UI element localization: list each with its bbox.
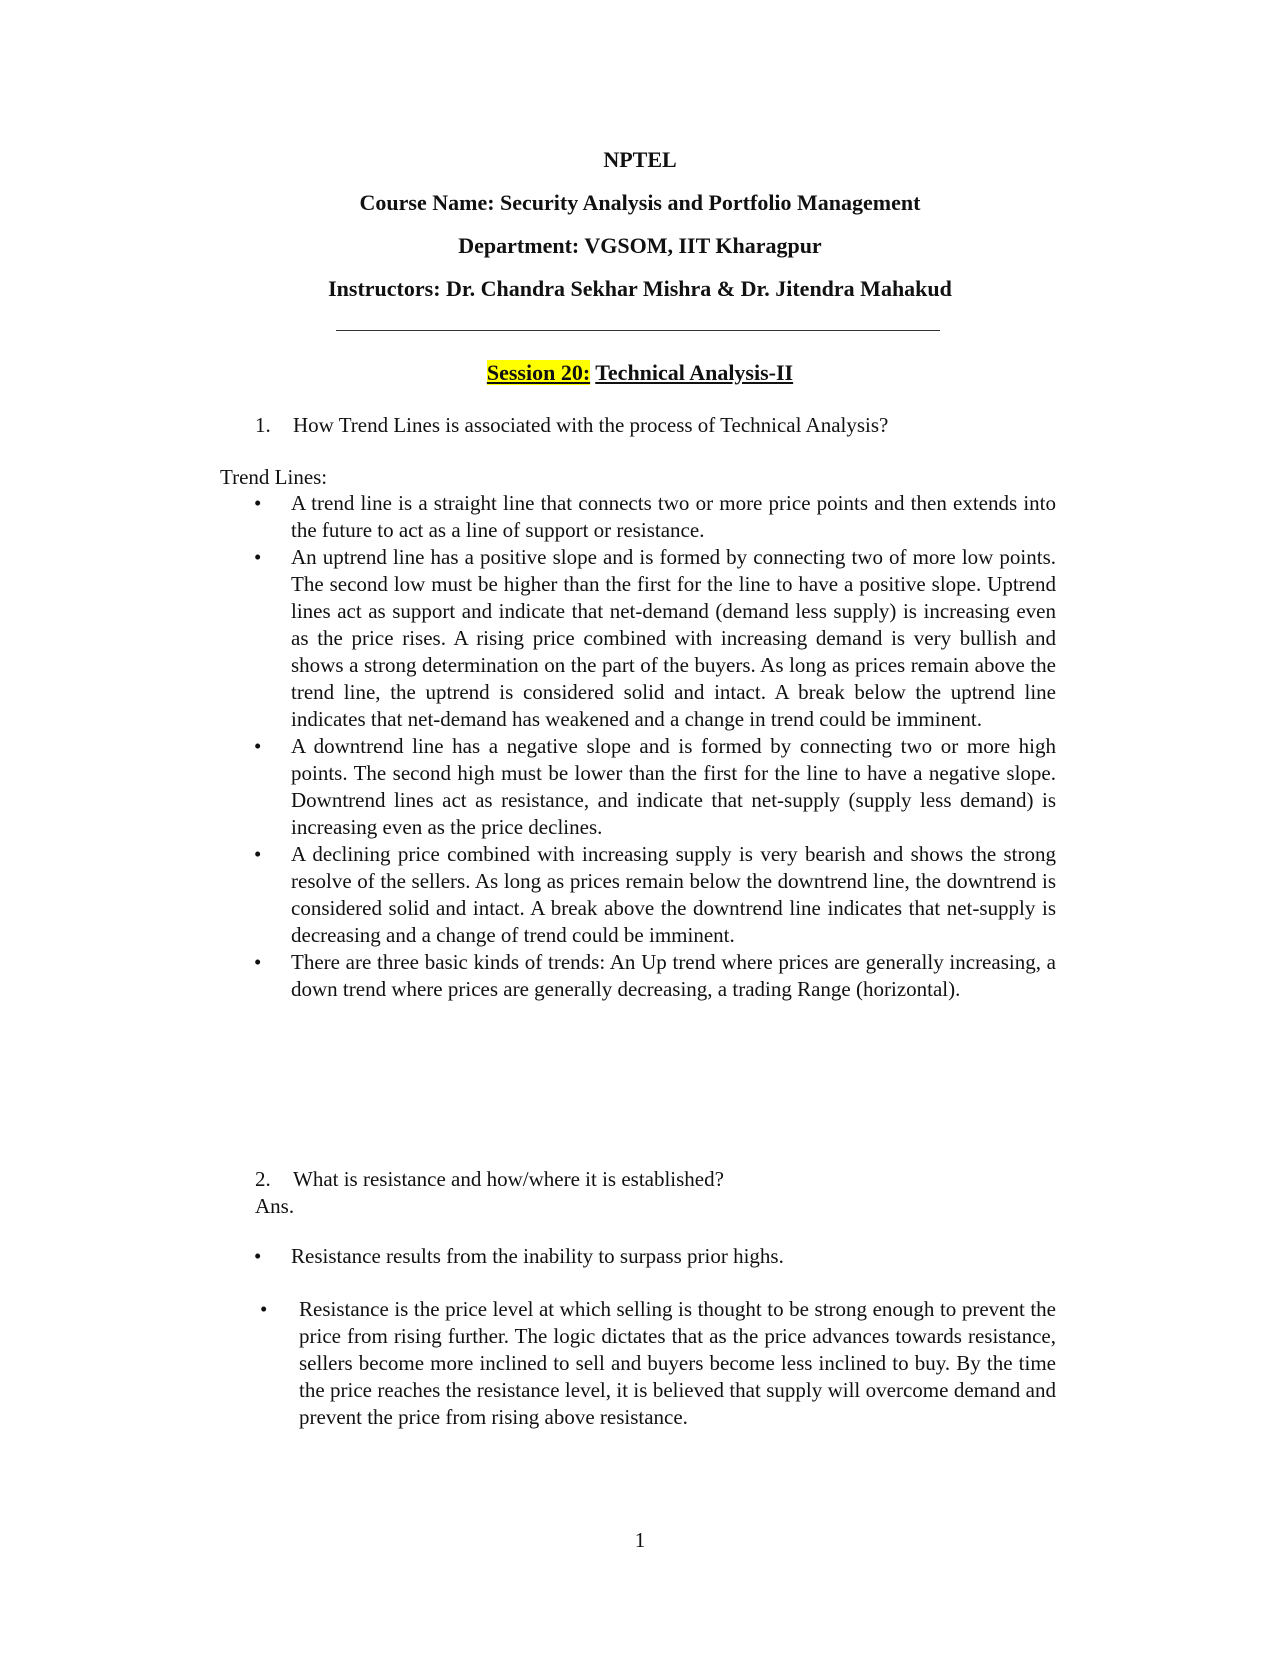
list-item-text: There are three basic kinds of trends: An Up trend where prices are generally increasing, a down trend where prices are generally decreasing, a trading Range (horizontal).: [291, 950, 1056, 1001]
department: Department: VGSOM, IIT Kharagpur: [458, 233, 822, 258]
list-item-text: Resistance results from the inability to surpass prior highs.: [291, 1244, 784, 1268]
org-title: NPTEL: [603, 147, 677, 172]
list-item-text: A trend line is a straight line that connects two or more price points and then extends into the future to act as a line of support or resistance.: [291, 491, 1056, 542]
page-number: 1: [634, 1528, 646, 1552]
course-name: Course Name: Security Analysis and Portfolio Management: [359, 190, 921, 215]
list-item: [252, 1243, 1056, 1270]
bullet-glyph: •: [254, 734, 262, 758]
list-item: [252, 733, 1056, 841]
session-heading: [0, 360, 1280, 386]
session-title: Technical Analysis-II: [595, 360, 794, 385]
list-item: [252, 544, 1056, 733]
resistance-list-continued: [252, 1296, 1056, 1431]
question-1-text: How Trend Lines is associated with the process of Technical Analysis?: [293, 413, 889, 437]
list-item: [252, 1296, 1056, 1431]
question-2-number: 2.: [255, 1167, 271, 1191]
bullet-glyph: •: [254, 950, 262, 974]
list-item-text: A downtrend line has a negative slope and is formed by connecting two or more high points. The second high must be lower than the first for the line to have a negative slope. Downtrend lines act as resistance, and indicate that net-supply (supply less demand) is increasing even as the price declines.: [291, 734, 1056, 839]
bullet-glyph: •: [254, 491, 262, 515]
resistance-list: [252, 1243, 1056, 1270]
bullet-glyph: •: [254, 842, 262, 866]
session-label: Session 20:: [486, 360, 591, 385]
list-item-text: A declining price combined with increasing supply is very bearish and shows the strong resolve of the sellers. As long as prices remain below the downtrend line, the downtrend is considered solid and intact. A break above the downtrend line indicates that net-supply is decreasing and a change of trend could be imminent.: [291, 842, 1056, 947]
list-item-text: An uptrend line has a positive slope and is formed by connecting two of more low points. The second low must be higher than the first for the line to have a positive slope. Uptrend lines act as support and indicate that net-demand (demand less supply) is increasing even as the price rises. A rising price combined with increasing demand is very bullish and shows a strong determination on the part of the buyers. As long as prices remain above the trend line, the uptrend is considered solid and intact. A break below the uptrend line indicates that net-demand has weakened and a change in trend could be imminent.: [291, 545, 1056, 731]
question-2: [255, 1166, 724, 1192]
bullet-glyph: •: [254, 545, 262, 569]
bullet-glyph: •: [254, 1244, 262, 1268]
header-divider: [336, 330, 940, 331]
list-item: [252, 490, 1056, 544]
bullet-glyph: •: [260, 1297, 268, 1321]
question-1: [255, 412, 888, 438]
trend-lines-heading: Trend Lines:: [220, 465, 328, 489]
instructors: Instructors: Dr. Chandra Sekhar Mishra & Dr. Jitendra Mahakud: [328, 276, 952, 301]
question-2-text: What is resistance and how/where it is established?: [293, 1167, 724, 1191]
list-item-text: Resistance is the price level at which selling is thought to be strong enough to prevent the price from rising further. The logic dictates that as the price advances towards resistance, sellers become more inclined to sell and buyers become less inclined to buy. By the time the price reaches the resistance level, it is believed that supply will overcome demand and prevent the price from rising above resistance.: [299, 1297, 1056, 1429]
question-1-number: 1.: [255, 413, 271, 437]
list-item: [252, 841, 1056, 949]
answer-label: Ans.: [255, 1194, 295, 1218]
trend-lines-list: [252, 490, 1056, 1003]
list-item: [252, 949, 1056, 1003]
